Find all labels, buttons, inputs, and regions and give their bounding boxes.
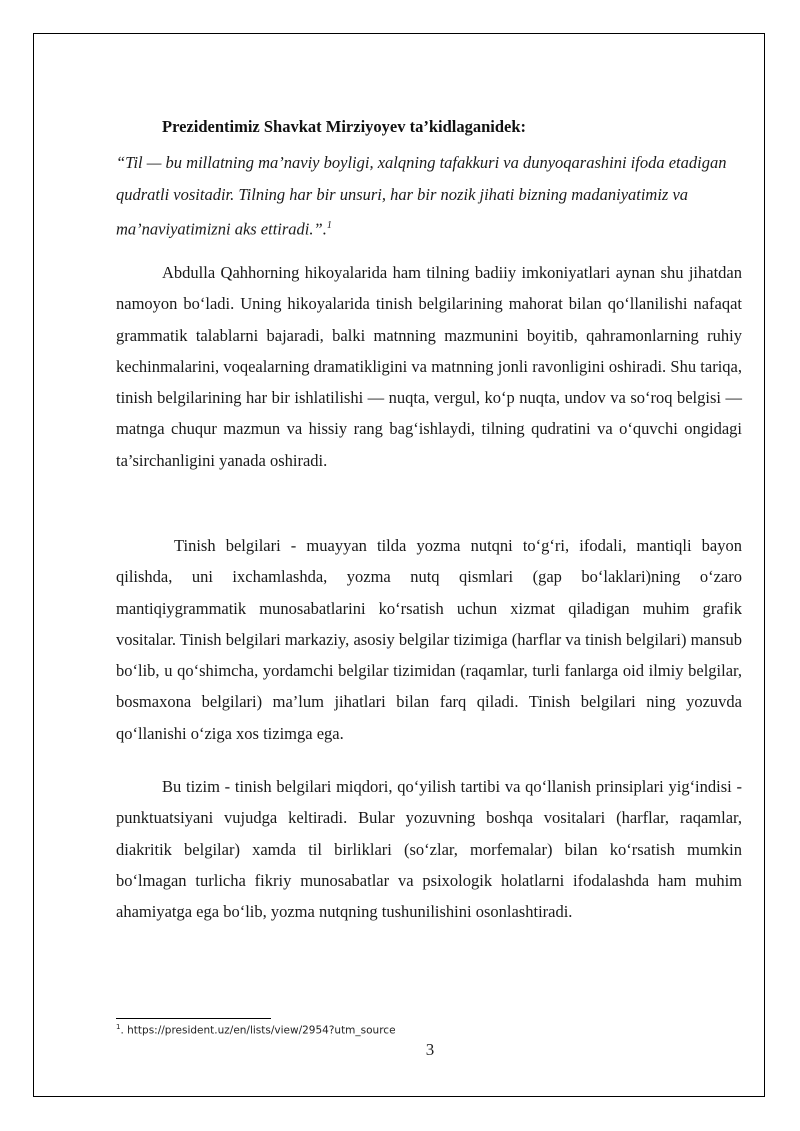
paragraph-punktuatsiya: Bu tizim - tinish belgilari miqdori, qo‘yilish tartibi va qo‘llanish prinsiplari yig‘indisi - punktuatsiyani vujudga keltiradi. Bular yozuvning boshqa vositalari (harflar, raqamlar, diakritik belgilar) xamda til birliklari (so‘zlar, morfemalar) bilan ko‘rsatish mumkin bo‘lmagan turlicha fikriy munosabatlar va psixologik holatlarni ifodalashda ham muhim ahamiyatga ega bo‘lib, yozma nutqning tushunilishini osonlashtiradi. — [116, 777, 742, 922]
paragraph-qahhor: Abdulla Qahhorning hikoyalarida ham tilning badiiy imkoniyatlari aynan shu jihatdan namoyon bo‘ladi. Uning hikoyalarida tinish belgilarining mahorat bilan qo‘llanilishi nafaqat grammatik talablarni bajaradi, balki matnning mazmunini boyitib, qahramonlarning ruhiy kechinmalarini, voqealarning dramatikligini va matnning jonli ravonligini oshiradi. Shu tariqa, tinish belgilarining har bir ishlatilishi — nuqta, vergul, ko‘p nuqta, undov va so‘roq belgisi — matnga chuqur mazmun va hissiy rang bag‘ishlaydi, tilning qudratini va o‘quvchi ongidagi ta’sirchanligini yanada oshiradi. — [116, 263, 742, 470]
footnote-text: . https://president.uz/en/lists/view/2954?utm_source — [120, 1024, 396, 1037]
footnote — [116, 1023, 396, 1037]
footnote-separator — [116, 1018, 271, 1019]
quote-text: “Til — bu millatning ma’naviy boyligi, xalqning tafakkuri va dunyoqarashini ifoda etadigan qudratli vositadir. Tilning har bir unsuri, har bir nozik jihati bizning madaniyatimiz va ma’naviyatimizni aks ettiradi.”. — [116, 153, 727, 239]
page-number: 3 — [425, 1040, 435, 1059]
paragraph-tinish-belgilari: Tinish belgilari - muayyan tilda yozma nutqni to‘g‘ri, ifodali, mantiqli bayon qilishda, uni ixchamlashda, yozma nutq qismlari (gap bo‘laklari)ning o‘zaro mantiqiygrammatik munosabatlarini ko‘rsatish uchun xizmat qiladigan muhim grafik vositalar. Tinish belgilari markaziy, asosiy belgilar tizimiga (harflar va tinish belgilari) mansub bo‘lib, u qo‘shimcha, yordamchi belgilar tizimidan (raqamlar, turli fanlarga oid ilmiy belgilar, bosmaxona belgilari) ma’lum jihatlari bilan farq qiladi. Tinish belgilari ning yozuvda qo‘llanishi o‘ziga xos tizimga ega. — [116, 536, 742, 743]
footnote-mark: 1 — [116, 1023, 121, 1031]
presidential-quote — [116, 147, 744, 245]
quote-footnote-mark: 1 — [326, 220, 332, 231]
heading: Prezidentimiz Shavkat Mirziyoyev ta’kidlaganidek: — [162, 117, 527, 136]
